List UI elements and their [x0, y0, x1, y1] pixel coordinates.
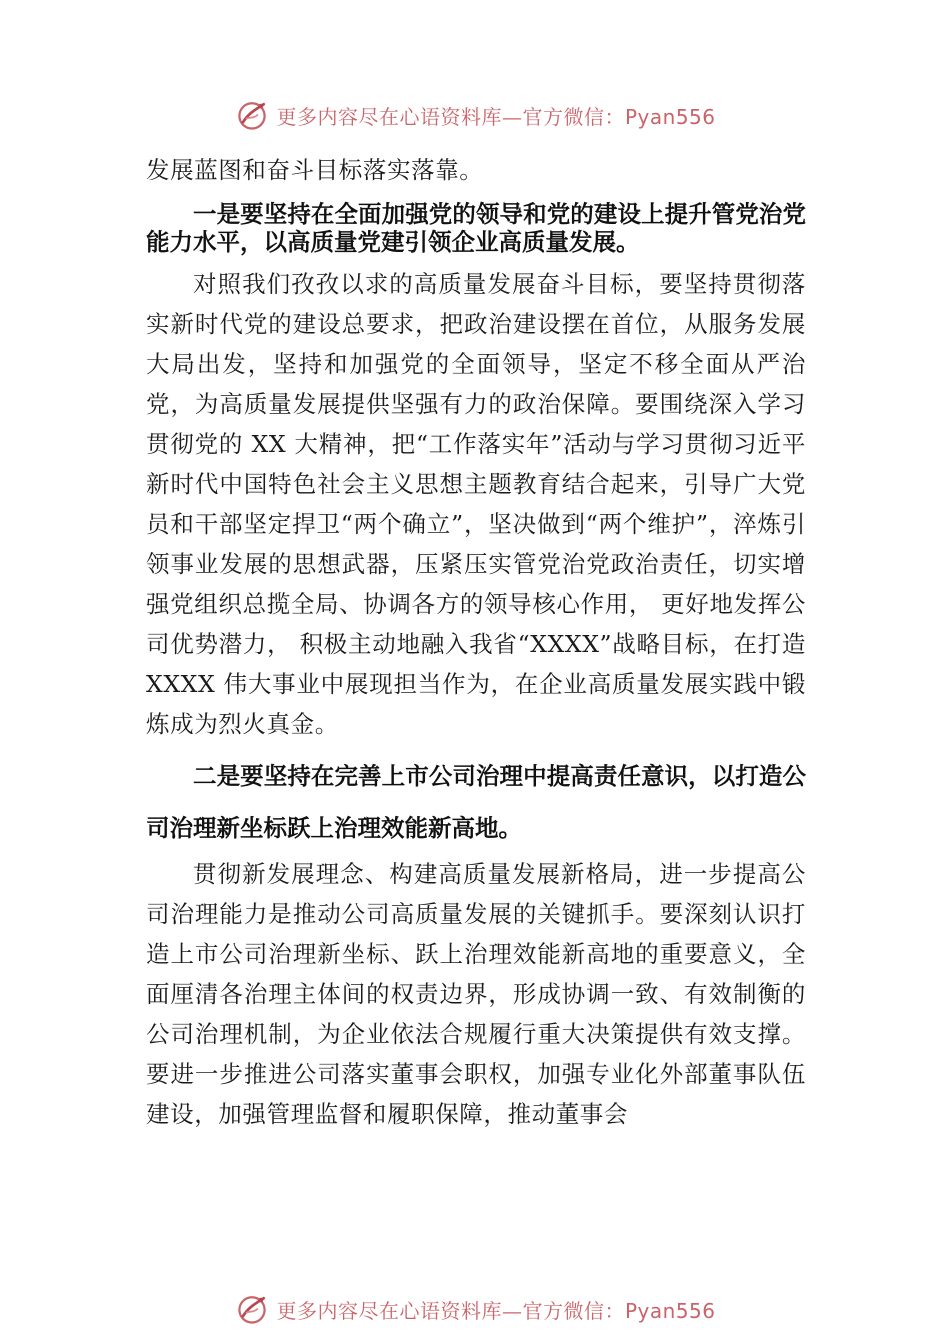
watermark-text — [276, 101, 715, 130]
footer-watermark — [0, 1289, 950, 1329]
watermark-wechat-id: Pyan556 — [624, 1298, 716, 1323]
watermark-text — [276, 1295, 715, 1324]
paragraph-1: 对照我们孜孜以求的高质量发展奋斗目标，要坚持贯彻落实新时代党的建设总要求，把政治建设摆在首位，从服务发展大局出发，坚持和加强党的全面领导，坚定不移全面从严治党，为高质量发展提供坚强有力的政治保障。要围绕深入学习贯彻党的 XX 大精神，把“工作落实年”活动与学习贯彻习近平新时代中国特色社会主义思想主题教育结合起来，引导广大党员和干部坚定捍卫“两个确立”，坚决做到“两个维护”，淬炼引领事业发展的思想武器，压紧压实管党治党政治责任，切实增强党组织总揽全局、协调各方的领导核心作用， 更好地发挥公司优势潜力， 积极主动地融入我省“XXXX”战略目标，在打造 XXXX 伟大事业中展现担当作为，在企业高质量发展实践中锻炼成为烈火真金。 — [146, 270, 806, 738]
continuation-text: 发展蓝图和奋斗目标落实落靠。 — [146, 156, 484, 184]
brush-swirl-logo-icon — [234, 1291, 270, 1327]
section-heading-2: 二是要坚持在完善上市公司治理中提高责任意识，以打造公司治理新坐标跃上治理效能新高地。 — [146, 762, 806, 842]
document-body — [146, 150, 806, 1134]
brush-swirl-logo-icon — [234, 97, 270, 133]
paragraph-2: 贯彻新发展理念、构建高质量发展新格局，进一步提高公司治理能力是推动公司高质量发展的关键抓手。要深刻认识打造上市公司治理新坐标、跃上治理效能新高地的重要意义，全面厘清各治理主体间的权责边界，形成协调一致、有效制衡的公司治理机制，为企业依法合规履行重大决策提供有效支撑。要进一步推进公司落实董事会职权，加强专业化外部董事队伍建设，加强管理监督和履职保障，推动董事会 — [146, 860, 806, 1128]
section-heading-1: 一是要坚持在全面加强党的领导和党的建设上提升管党治党能力水平，以高质量党建引领企业高质量发展。 — [146, 200, 806, 256]
header-watermark — [0, 95, 950, 135]
watermark-text-cn: 更多内容尽在心语资料库—官方微信： — [276, 1298, 625, 1323]
watermark-wechat-id: Pyan556 — [624, 104, 716, 129]
watermark-text-cn: 更多内容尽在心语资料库—官方微信： — [276, 104, 625, 129]
